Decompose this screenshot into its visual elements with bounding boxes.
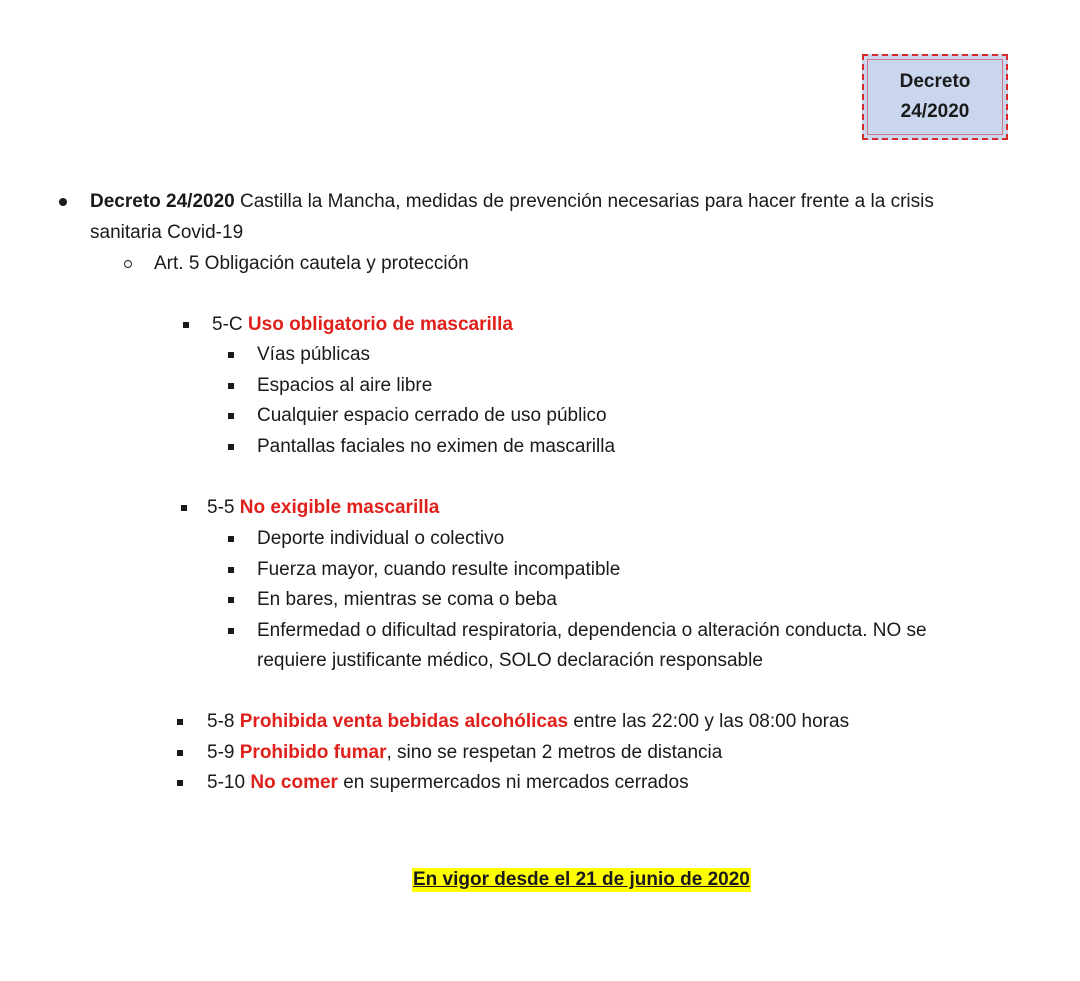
rule-title: Prohibida venta bebidas alcohólicas bbox=[239, 711, 569, 732]
decree-badge bbox=[862, 54, 1008, 140]
list-item: Vías públicas bbox=[257, 344, 371, 365]
list-item: Fuerza mayor, cuando resulte incompatible bbox=[257, 559, 621, 580]
article-title: Art. 5 Obligación cautela y protección bbox=[154, 253, 469, 274]
section-c-heading bbox=[212, 313, 513, 337]
bullet-square-icon bbox=[228, 536, 234, 542]
bullet-square-icon bbox=[228, 352, 234, 358]
section-5-code: 5-5 bbox=[207, 497, 240, 518]
badge-line-2: 24/2020 bbox=[900, 101, 970, 122]
bullet-square-icon bbox=[228, 628, 234, 634]
bullet-square-icon bbox=[228, 383, 234, 389]
bullet-square-icon bbox=[177, 780, 183, 786]
rule-rest: en supermercados ni mercados cerrados bbox=[337, 772, 689, 793]
bullet-square-icon bbox=[177, 750, 183, 756]
bullet-dot-icon bbox=[59, 198, 67, 206]
badge-line-1: Decreto bbox=[899, 71, 971, 92]
rule-rest: entre las 22:00 y las 08:00 horas bbox=[568, 711, 850, 732]
bullet-square-icon bbox=[228, 444, 234, 450]
section-5-heading bbox=[207, 496, 439, 520]
rule-5-9 bbox=[207, 741, 722, 765]
rule-code: 5-8 bbox=[207, 711, 240, 732]
rule-5-8 bbox=[207, 710, 849, 734]
list-item: Deporte individual o colectivo bbox=[257, 528, 505, 549]
list-item: En bares, mientras se coma o beba bbox=[257, 589, 557, 610]
list-item: Espacios al aire libre bbox=[257, 375, 433, 396]
intro-line-1 bbox=[90, 190, 934, 214]
bullet-square-icon bbox=[181, 505, 187, 511]
rule-code: 5-9 bbox=[207, 742, 240, 763]
rule-title: No comer bbox=[250, 772, 338, 793]
bullet-ring-icon bbox=[124, 260, 132, 268]
intro-rest: Castilla la Mancha, medidas de prevención necesarias para hacer frente a la crisis bbox=[234, 191, 934, 212]
effective-date: En vigor desde el 21 de junio de 2020 bbox=[413, 869, 750, 890]
intro-line-2: sanitaria Covid-19 bbox=[90, 222, 244, 243]
rule-title: Prohibido fumar bbox=[239, 742, 387, 763]
bullet-square-icon bbox=[228, 413, 234, 419]
bullet-square-icon bbox=[228, 597, 234, 603]
section-c-title: Uso obligatorio de mascarilla bbox=[247, 314, 513, 335]
section-c-code: 5-C bbox=[212, 314, 248, 335]
list-item: Enfermedad o dificultad respiratoria, dependencia o alteración conducta. NO se bbox=[257, 620, 927, 641]
rule-5-10 bbox=[207, 771, 689, 795]
section-5-title: No exigible mascarilla bbox=[239, 497, 440, 518]
list-item: Cualquier espacio cerrado de uso público bbox=[257, 405, 607, 426]
rule-rest: , sino se respetan 2 metros de distancia bbox=[386, 742, 723, 763]
bullet-square-icon bbox=[228, 567, 234, 573]
list-item-continuation: requiere justificante médico, SOLO declaración responsable bbox=[257, 650, 763, 671]
bullet-square-icon bbox=[183, 322, 189, 328]
intro-bold: Decreto 24/2020 bbox=[90, 191, 235, 212]
list-item: Pantallas faciales no eximen de mascarilla bbox=[257, 436, 616, 457]
bullet-square-icon bbox=[177, 719, 183, 725]
rule-code: 5-10 bbox=[207, 772, 251, 793]
